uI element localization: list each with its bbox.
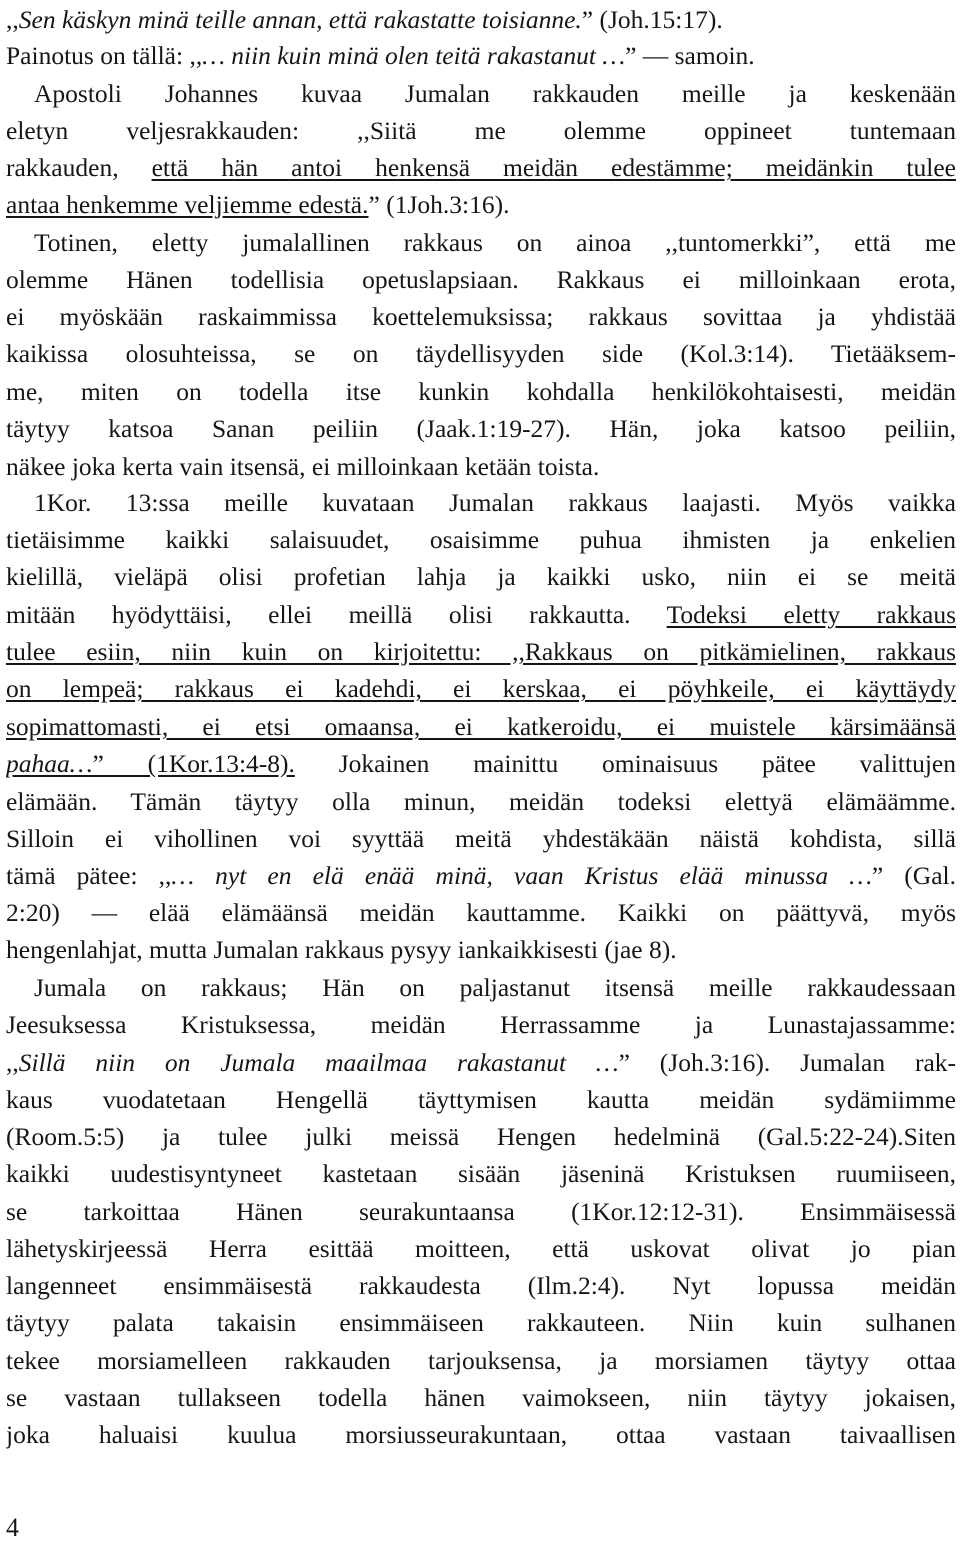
text-line	[6, 186, 956, 223]
text-run: ” (1Joh.3:16).	[368, 190, 510, 219]
text-run: langenneet ensimmäisestä rakkaudesta (Ilm.2:4). Nyt lopussa meidän	[6, 1271, 956, 1300]
text-run: elämään. Tämän täytyy olla minun, meidän todeksi elettyä elämäämme.	[6, 787, 956, 816]
text-run: näkee joka kerta vain itsensä, ei milloinkaan ketään toista.	[6, 452, 600, 481]
text-line	[6, 783, 956, 820]
text-run: kaikki uudestisyntyneet kastetaan sisään jäseninä Kristuksen ruumiiseen,	[6, 1159, 956, 1188]
text-run: Jokainen mainittu ominaisuus pätee valittujen	[294, 749, 956, 778]
text-line	[6, 1044, 956, 1081]
text-run: on lempeä; rakkaus ei kadehdi, ei kerskaa, ei pöyhkeile, ei käyttäydy	[6, 674, 956, 703]
text-line	[34, 484, 956, 521]
text-line	[6, 1342, 956, 1379]
text-line	[34, 969, 956, 1006]
text-run: antaa henkemme veljiemme edestä.	[6, 190, 369, 219]
text-run: ” (Gal.	[871, 861, 956, 890]
text-line	[6, 745, 956, 782]
text-run: Todeksi eletty rakkaus	[666, 600, 956, 629]
text-run: Sillä niin on Jumala maailmaa rakastanut …	[18, 1048, 619, 1077]
text-run: tietäisimme kaikki salaisuudet, osaisimme puhua ihmisten ja enkelien	[6, 525, 956, 554]
text-line	[6, 261, 956, 298]
text-run: se vastaan tullakseen todella hänen vaimokseen, niin täytyy jokaisen,	[6, 1383, 956, 1412]
text-run: Apostoli Johannes kuvaa Jumalan rakkauden meille ja keskenään	[34, 79, 956, 108]
text-run: pahaa…	[6, 749, 93, 778]
text-run: Silloin ei vihollinen voi syyttää meitä yhdestäkään näistä kohdista, sillä	[6, 824, 956, 853]
text-run: Totinen, eletty jumalallinen rakkaus on ainoa ,,tuntomerkki”, että me	[34, 228, 956, 257]
text-run: eletyn veljesrakkauden: ,,Siitä me olemme oppineet tuntemaan	[6, 116, 956, 145]
text-run: ” (1Kor.13:4-8).	[92, 749, 295, 778]
text-run: … niin kuin minä olen teitä rakastanut …	[202, 41, 626, 70]
text-line	[6, 670, 956, 707]
text-line	[6, 112, 956, 149]
page-number: 4	[6, 1513, 19, 1542]
text-run: rakkauden,	[6, 153, 152, 182]
text-line	[6, 521, 956, 558]
text-line	[6, 1, 956, 38]
text-run: tekee morsiamelleen rakkauden tarjouksensa, ja morsiamen täytyy ottaa	[6, 1346, 956, 1375]
text-run: ,,	[6, 1048, 19, 1077]
text-run: ” (Joh.3:16). Jumalan rak-	[618, 1048, 956, 1077]
text-run: mitään hyödyttäisi, ellei meillä olisi rakkautta.	[6, 600, 667, 629]
text-run: lähetyskirjeessä Herra esittää moitteen, että uskovat olivat jo pian	[6, 1234, 956, 1263]
text-run: sopimattomasti, ei etsi omaansa, ei katkeroidu, ei muistele kärsimäänsä	[6, 712, 956, 741]
text-run: hengenlahjat, mutta Jumalan rakkaus pysyy iankaikkisesti (jae 8).	[6, 935, 677, 964]
text-run: se tarkoittaa Hänen seurakuntaansa (1Kor.12:12-31). Ensimmäisessä	[6, 1197, 956, 1226]
text-line	[6, 373, 956, 410]
text-run: Sen käskyn minä teille annan, että rakastatte toisianne.	[18, 5, 582, 34]
text-run: että hän antoi henkensä meidän edestämme; meidänkin tulee	[151, 153, 956, 182]
text-line	[6, 410, 956, 447]
text-run: ei myöskään raskaimmissa koettelemuksissa; rakkaus sovittaa ja yhdistää	[6, 302, 956, 331]
text-run: täytyy katsoa Sanan peiliin (Jaak.1:19-27). Hän, joka katsoo peiliin,	[6, 414, 956, 443]
text-line	[6, 149, 956, 186]
text-line	[6, 1230, 956, 1267]
text-line	[34, 224, 956, 261]
text-run: olemme Hänen todellisia opetuslapsiaan. Rakkaus ei milloinkaan erota,	[6, 265, 956, 294]
text-line	[6, 298, 956, 335]
text-run: joka haluaisi kuulua morsiusseurakuntaan, ottaa vastaan taivaallisen	[6, 1420, 956, 1449]
text-run: 1Kor. 13:ssa meille kuvataan Jumalan rakkaus laajasti. Myös vaikka	[34, 488, 956, 517]
text-run: Jeesuksessa Kristuksessa, meidän Herrassamme ja Lunastajassamme:	[6, 1010, 956, 1039]
text-run: kaus vuodatetaan Hengellä täyttymisen kautta meidän sydämiimme	[6, 1085, 956, 1114]
text-line	[6, 1267, 956, 1304]
text-line	[6, 1118, 956, 1155]
text-line	[6, 448, 956, 485]
text-run: kaikissa olosuhteissa, se on täydellisyyden side (Kol.3:14). Tietääksem-	[6, 339, 956, 368]
text-run: ” — samoin.	[625, 41, 755, 70]
text-line	[6, 1193, 956, 1230]
text-line	[6, 894, 956, 931]
text-line	[6, 820, 956, 857]
text-line	[6, 37, 956, 74]
text-run: tämä pätee: ,,	[6, 861, 172, 890]
text-line	[6, 708, 956, 745]
text-run: … nyt en elä enää minä, vaan Kristus elää minussa …	[171, 861, 872, 890]
text-line	[6, 1006, 956, 1043]
text-line	[6, 335, 956, 372]
text-line	[34, 75, 956, 112]
text-line	[6, 1416, 956, 1453]
text-line	[6, 558, 956, 595]
text-run: tulee esiin, niin kuin on kirjoitettu: ,,Rakkaus on pitkämielinen, rakkaus	[6, 637, 956, 666]
text-line	[6, 1304, 956, 1341]
text-run: (Room.5:5) ja tulee julki meissä Hengen hedelminä (Gal.5:22-24).Siten	[6, 1122, 956, 1151]
text-run: Jumala on rakkaus; Hän on paljastanut itsensä meille rakkaudessaan	[34, 973, 956, 1002]
text-run: ” (Joh.15:17).	[581, 5, 723, 34]
text-run: Painotus on tällä: ,,	[6, 41, 203, 70]
text-line	[6, 1155, 956, 1192]
text-line	[6, 857, 956, 894]
text-run: kielillä, vieläpä olisi profetian lahja ja kaikki usko, niin ei se meitä	[6, 562, 956, 591]
text-run: me, miten on todella itse kunkin kohdalla henkilökohtaisesti, meidän	[6, 377, 956, 406]
text-run: 2:20) — elää elämäänsä meidän kauttamme. Kaikki on päättyvä, myös	[6, 898, 956, 927]
text-run: ,,	[6, 5, 19, 34]
text-line	[6, 1081, 956, 1118]
text-line	[6, 931, 956, 968]
text-line	[6, 596, 956, 633]
text-run: täytyy palata takaisin ensimmäiseen rakkauteen. Niin kuin sulhanen	[6, 1308, 956, 1337]
text-line	[6, 1379, 956, 1416]
text-line	[6, 633, 956, 670]
